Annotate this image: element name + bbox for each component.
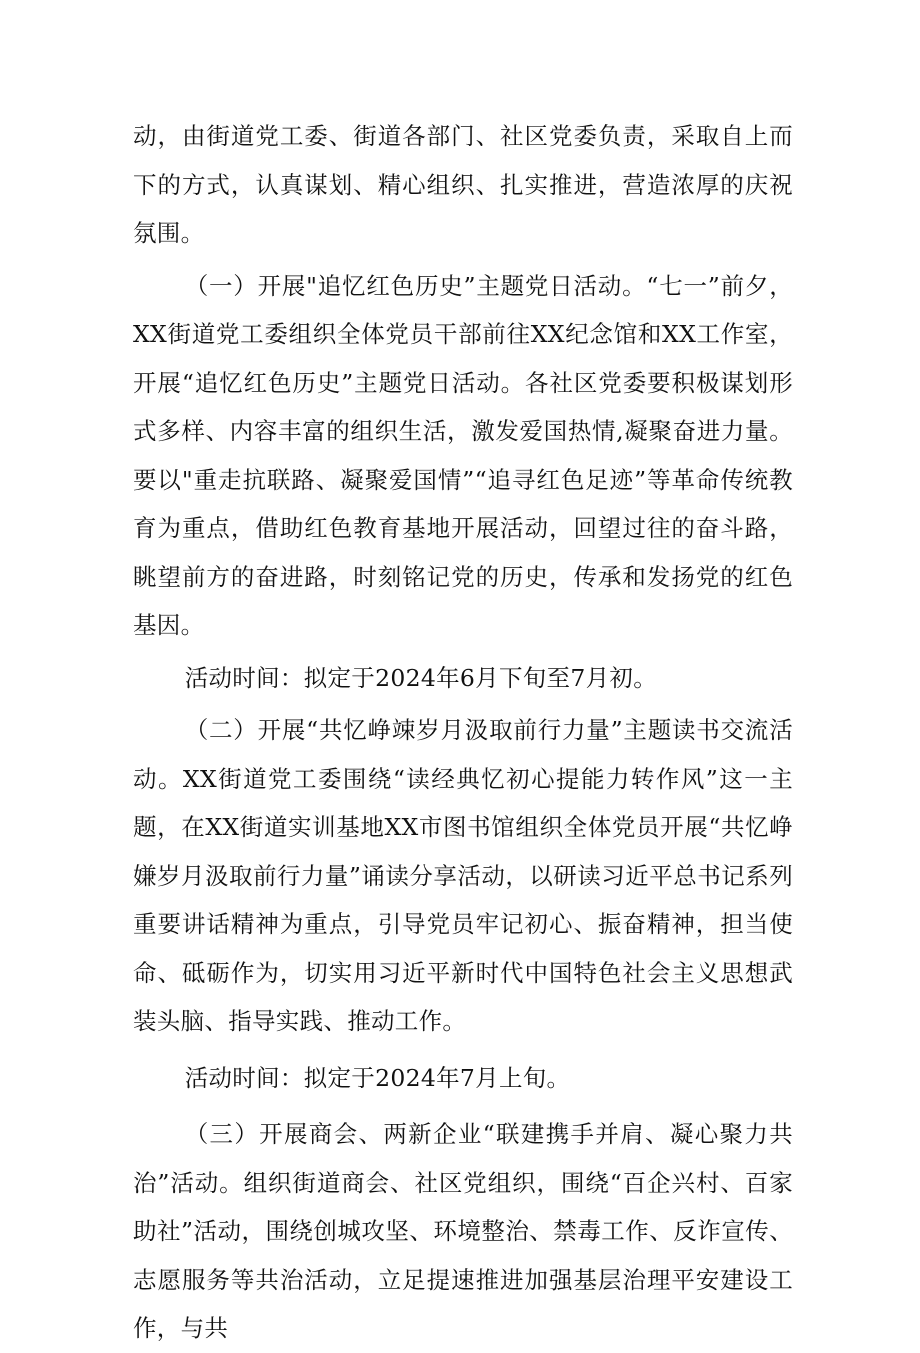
paragraph-continuation: 动，由街道党工委、街道各部门、社区党委负责，采取自上而下的方式，认真谋划、精心组织、扎实推进，营造浓厚的庆祝氛围。 [133,122,793,247]
paragraph-activity-time-two: 活动时间：拟定于2024年7月上旬。 [184,1063,571,1092]
paragraph-section-three: （三）开展商会、两新企业“联建携手并肩、凝心聚力共治”活动。组织街道商会、社区党组织，围绕“百企兴村、百家助社”活动，围绕创城攻坚、环境整治、禁毒工作、反诈宣传、志愿服务等共治活动，立足提速推进加强基层治理平安建设工作，与共 [133,1120,793,1342]
paragraph-section-two: （二）开展“共忆峥竦岁月汲取前行力量”主题读书交流活动。XX街道党工委围绕“读经典忆初心提能力转作风”这一主题，在XX街道实训基地XX市图书馆组织全体党员开展“共忆峥嫌岁月汲取前行力量”诵读分享活动，以研读习近平总书记系列重要讲话精神为重点，引导党员牢记初心、振奋精神，担当使命、砥砺作为，切实用习近平新时代中国特色社会主义思想武装头脑、指导实践、推动工作。 [133,716,793,1035]
document-body [133,112,793,1353]
paragraph-section-one: （一）开展"追忆红色历史”主题党日活动。“七一”前夕，XX街道党工委组织全体党员干部前往XX纪念馆和XX工作室，开展“追忆红色历史”主题党日活动。各社区党委要积极谋划形式多样、内容丰富的组织生活，激发爱国热情,凝聚奋进力量。要以"重走抗联路、凝聚爱国情”“追寻红色足迹”等革命传统教育为重点，借助红色教育基地开展活动，回望过往的奋斗路，眺望前方的奋进路，时刻铭记党的历史，传承和发扬党的红色基因。 [133,271,793,639]
paragraph-activity-time-one: 活动时间：拟定于2024年6月下旬至7月初。 [184,663,657,692]
